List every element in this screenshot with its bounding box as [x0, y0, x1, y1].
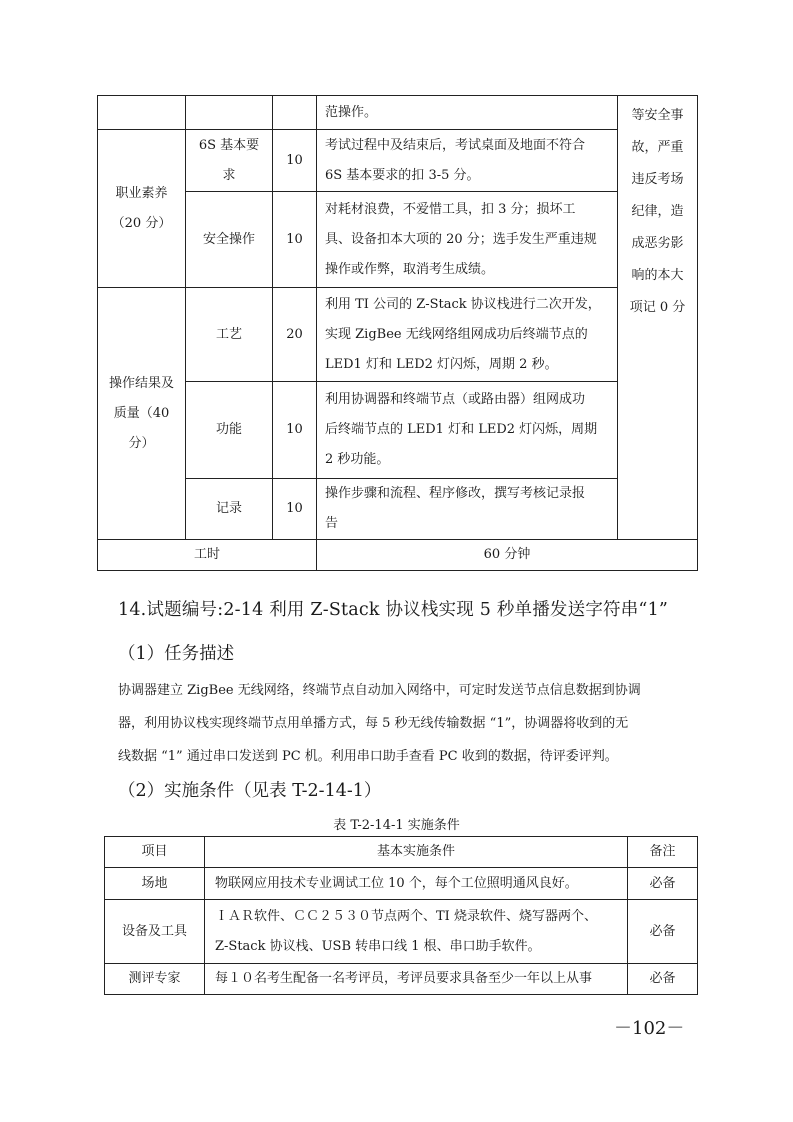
section-heading: 14.试题编号:2-14 利用 Z-Stack 协议栈实现 5 秒单播发送字符串“1” [118, 600, 669, 620]
time-value: 60 分钟 [317, 540, 698, 571]
item-process: 工艺 [186, 288, 273, 382]
criteria-desc: 利用 TI 公司的 Z-Stack 协议栈进行二次开发， 实现 ZigBee 无线网络组网成功后终端节点的 LED1 灯和 LED2 灯闪烁，周期 2 秒。 [317, 288, 618, 382]
row-item: 测评专家 [105, 964, 205, 995]
empty-cell [98, 96, 186, 130]
row-item: 设备及工具 [105, 900, 205, 964]
empty-cell [186, 96, 273, 130]
task-heading: （1）任务描述 [118, 644, 235, 664]
row-condition: ＩＡＲ软件、ＣＣ２５３０节点两个、TI 烧录软件、烧写器两个、 Z-Stack 协议栈、USB 转串口线 1 根、串口助手软件。 [205, 900, 628, 964]
penalty-note: 等安全事 故，严重 违反考场 纪律，造 成恶劣影 响的本大 项记 0 分 [618, 96, 698, 540]
row-item: 场地 [105, 868, 205, 900]
criteria-desc: 操作步骤和流程、程序修改，撰写考核记录报 告 [317, 479, 618, 540]
item-safety: 安全操作 [186, 192, 273, 288]
assessment-table [97, 95, 698, 571]
category-result: 操作结果及 质量（40 分） [98, 288, 186, 540]
conditions-heading: （2）实施条件（见表 T-2-14-1） [118, 781, 382, 801]
row-condition: 每１０名考生配备一名考评员，考评员要求具备至少一年以上从事 [205, 964, 628, 995]
page-number: －102－ [614, 1018, 685, 1039]
score: 10 [273, 192, 317, 288]
header-item: 项目 [105, 837, 205, 868]
score: 10 [273, 130, 317, 192]
task-description: 协调器建立 ZigBee 无线网络，终端节点自动加入网络中，可定时发送节点信息数据到协调 器，利用协议栈实现终端节点用单播方式，每 5 秒无线传输数据 “1”，协调器将收到的无 线数据 “1” 通过串口发送到 PC 机。利用串口助手查看 PC 收到的数据，待评委评判。 [118, 683, 641, 764]
row-note: 必备 [628, 964, 698, 995]
table-caption: 表 T-2-14-1 实施条件 [333, 818, 460, 833]
criteria-desc: 考试过程中及结束后，考试桌面及地面不符合 6S 基本要求的扣 3-5 分。 [317, 130, 618, 192]
header-condition: 基本实施条件 [205, 837, 628, 868]
row-note: 必备 [628, 900, 698, 964]
row-note: 必备 [628, 868, 698, 900]
row-condition: 物联网应用技术专业调试工位 10 个，每个工位照明通风良好。 [205, 868, 628, 900]
score: 10 [273, 479, 317, 540]
item-6s: 6S 基本要 求 [186, 130, 273, 192]
score: 10 [273, 382, 317, 479]
conditions-table [104, 836, 698, 995]
category-professional: 职业素养 （20 分） [98, 130, 186, 288]
item-record: 记录 [186, 479, 273, 540]
empty-cell [273, 96, 317, 130]
item-function: 功能 [186, 382, 273, 479]
time-label: 工时 [98, 540, 317, 571]
header-note: 备注 [628, 837, 698, 868]
score: 20 [273, 288, 317, 382]
criteria-desc: 范操作。 [317, 96, 618, 130]
criteria-desc: 对耗材浪费，不爱惜工具，扣 3 分；损坏工 具、设备扣本大项的 20 分；选手发生严重违规 操作或作弊，取消考生成绩。 [317, 192, 618, 288]
criteria-desc: 利用协调器和终端节点（或路由器）组网成功 后终端节点的 LED1 灯和 LED2 灯闪烁，周期 2 秒功能。 [317, 382, 618, 479]
